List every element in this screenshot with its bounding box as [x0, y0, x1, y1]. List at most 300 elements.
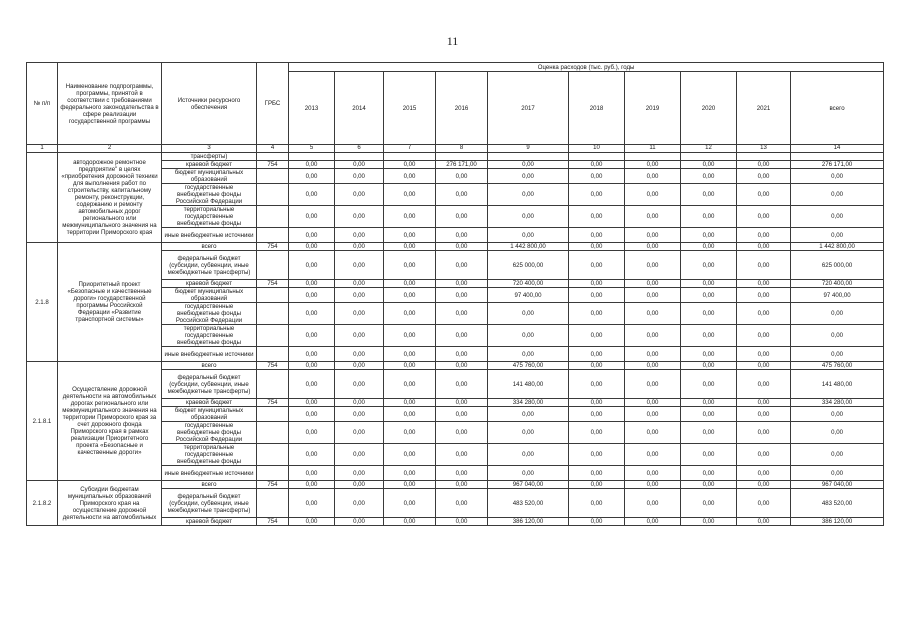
row-value: 0,00	[488, 422, 569, 444]
row-value	[289, 153, 335, 161]
row-source: краевой бюджет	[162, 399, 257, 407]
row-value: 0,00	[625, 184, 681, 206]
row-total: 0,00	[791, 347, 884, 362]
row-grbs: 754	[257, 518, 289, 526]
row-value: 0,00	[384, 347, 436, 362]
row-value: 0,00	[436, 481, 488, 489]
row-value: 0,00	[384, 362, 436, 370]
row-value: 0,00	[681, 399, 737, 407]
row-value: 0,00	[569, 325, 625, 347]
row-value: 0,00	[737, 407, 791, 422]
row-grbs	[257, 422, 289, 444]
row-value: 0,00	[625, 169, 681, 184]
row-value: 0,00	[737, 362, 791, 370]
row-value: 0,00	[569, 407, 625, 422]
table-row	[27, 362, 884, 370]
row-value: 0,00	[737, 325, 791, 347]
row-value: 0,00	[569, 466, 625, 481]
row-value: 0,00	[569, 481, 625, 489]
row-value: 0,00	[625, 422, 681, 444]
row-grbs	[257, 184, 289, 206]
row-total: 97 400,00	[791, 288, 884, 303]
header-name: Наименование подпрограммы, программы, принятой в соответствии с требованиями федерального законодательства в сфере реализации государственной программы	[58, 63, 162, 145]
row-grbs	[257, 407, 289, 422]
row-source: краевой бюджет	[162, 280, 257, 288]
row-value: 0,00	[625, 370, 681, 399]
row-total: 0,00	[791, 325, 884, 347]
header-col-number: 14	[791, 145, 884, 153]
row-value: 0,00	[384, 184, 436, 206]
header-index: № п/п	[27, 63, 58, 145]
row-value: 0,00	[569, 347, 625, 362]
row-grbs	[257, 489, 289, 518]
row-total	[791, 153, 884, 161]
row-grbs	[257, 370, 289, 399]
row-value: 0,00	[289, 206, 335, 228]
row-value: 0,00	[681, 288, 737, 303]
row-value	[436, 153, 488, 161]
row-value: 0,00	[436, 399, 488, 407]
row-value: 0,00	[436, 422, 488, 444]
row-value: 0,00	[289, 407, 335, 422]
row-value: 0,00	[335, 481, 384, 489]
row-value: 0,00	[436, 489, 488, 518]
row-value: 0,00	[681, 325, 737, 347]
row-value: 0,00	[436, 228, 488, 243]
row-value: 0,00	[737, 206, 791, 228]
row-code	[27, 153, 58, 243]
row-value: 0,00	[436, 444, 488, 466]
row-value	[625, 153, 681, 161]
row-value: 0,00	[384, 489, 436, 518]
row-source: федеральный бюджет (субсидии, субвенции, иные межбюджетные трансферты)	[162, 251, 257, 280]
row-value: 0,00	[289, 228, 335, 243]
row-value: 0,00	[681, 466, 737, 481]
row-value: 0,00	[384, 288, 436, 303]
header-year: 2015	[384, 72, 436, 145]
row-value: 0,00	[335, 518, 384, 526]
row-source: трансферты)	[162, 153, 257, 161]
row-value: 0,00	[488, 347, 569, 362]
row-value: 0,00	[488, 206, 569, 228]
row-grbs	[257, 444, 289, 466]
row-value: 0,00	[737, 422, 791, 444]
row-value: 0,00	[335, 169, 384, 184]
row-source: государственные внебюджетные фонды Российской Федерации	[162, 184, 257, 206]
row-value: 0,00	[681, 347, 737, 362]
row-value: 0,00	[569, 280, 625, 288]
row-total: 0,00	[791, 422, 884, 444]
row-value: 0,00	[569, 422, 625, 444]
row-source: иные внебюджетные источники	[162, 347, 257, 362]
row-value	[737, 153, 791, 161]
row-value: 0,00	[436, 325, 488, 347]
row-grbs: 754	[257, 243, 289, 251]
row-value: 0,00	[681, 169, 737, 184]
row-value: 0,00	[335, 466, 384, 481]
row-value: 0,00	[737, 481, 791, 489]
row-value: 0,00	[625, 407, 681, 422]
row-value: 0,00	[384, 481, 436, 489]
row-value: 0,00	[384, 370, 436, 399]
row-grbs: 754	[257, 280, 289, 288]
row-value: 0,00	[569, 303, 625, 325]
row-code: 2.1.8.2	[27, 481, 58, 526]
row-value	[335, 153, 384, 161]
row-value: 0,00	[436, 303, 488, 325]
header-year: 2020	[681, 72, 737, 145]
row-value: 0,00	[289, 303, 335, 325]
row-value: 0,00	[569, 489, 625, 518]
row-value	[488, 153, 569, 161]
row-value: 0,00	[436, 288, 488, 303]
row-grbs	[257, 251, 289, 280]
table-row	[27, 481, 884, 489]
row-total: 0,00	[791, 303, 884, 325]
row-value: 0,00	[488, 161, 569, 169]
row-total: 276 171,00	[791, 161, 884, 169]
row-code: 2.1.8.1	[27, 362, 58, 481]
header-col-number: 9	[488, 145, 569, 153]
header-col-number: 1	[27, 145, 58, 153]
row-value: 0,00	[436, 206, 488, 228]
row-value: 0,00	[384, 444, 436, 466]
row-value: 0,00	[436, 243, 488, 251]
row-value: 0,00	[289, 481, 335, 489]
row-source: территориальные государственные внебюджетные фонды	[162, 325, 257, 347]
row-value: 0,00	[569, 169, 625, 184]
row-value: 0,00	[384, 161, 436, 169]
row-source: территориальные государственные внебюджетные фонды	[162, 206, 257, 228]
header-col-number: 12	[681, 145, 737, 153]
row-value: 0,00	[625, 466, 681, 481]
row-value: 0,00	[289, 518, 335, 526]
row-value: 0,00	[289, 370, 335, 399]
row-value: 0,00	[681, 228, 737, 243]
row-value: 0,00	[737, 370, 791, 399]
row-value: 97 400,00	[488, 288, 569, 303]
row-value: 0,00	[289, 325, 335, 347]
row-value: 0,00	[335, 399, 384, 407]
row-source: федеральный бюджет (субсидии, субвенции, иные межбюджетные трансферты)	[162, 370, 257, 399]
header-col-number: 7	[384, 145, 436, 153]
row-grbs	[257, 288, 289, 303]
row-source: всего	[162, 481, 257, 489]
row-value: 720 400,00	[488, 280, 569, 288]
row-value: 0,00	[569, 399, 625, 407]
row-value: 0,00	[335, 288, 384, 303]
row-total: 334 280,00	[791, 399, 884, 407]
row-value: 0,00	[335, 422, 384, 444]
header-group-title: Оценка расходов (тыс. руб.), годы	[289, 63, 884, 72]
row-value: 0,00	[737, 347, 791, 362]
row-source: иные внебюджетные источники	[162, 466, 257, 481]
row-grbs: 754	[257, 362, 289, 370]
row-value: 0,00	[625, 481, 681, 489]
row-value: 0,00	[569, 251, 625, 280]
row-grbs: 754	[257, 481, 289, 489]
row-value: 0,00	[335, 489, 384, 518]
row-value: 0,00	[737, 444, 791, 466]
header-col-number: 3	[162, 145, 257, 153]
row-value: 0,00	[681, 518, 737, 526]
row-value: 0,00	[384, 466, 436, 481]
row-value: 0,00	[289, 466, 335, 481]
row-total: 967 040,00	[791, 481, 884, 489]
row-value: 0,00	[737, 518, 791, 526]
row-value: 0,00	[625, 228, 681, 243]
row-value: 141 480,00	[488, 370, 569, 399]
row-value: 0,00	[384, 169, 436, 184]
row-value: 0,00	[436, 407, 488, 422]
row-value: 0,00	[335, 444, 384, 466]
row-value: 0,00	[436, 251, 488, 280]
row-value: 0,00	[436, 518, 488, 526]
header-col-number: 2	[58, 145, 162, 153]
row-value: 0,00	[384, 228, 436, 243]
row-value: 0,00	[681, 489, 737, 518]
row-value: 0,00	[488, 169, 569, 184]
row-value: 0,00	[384, 251, 436, 280]
row-value: 0,00	[625, 280, 681, 288]
row-value: 0,00	[384, 206, 436, 228]
row-source: бюджет муниципальных образований	[162, 288, 257, 303]
header-year: 2017	[488, 72, 569, 145]
header-col-number: 5	[289, 145, 335, 153]
row-total: 0,00	[791, 206, 884, 228]
row-source: территориальные государственные внебюджетные фонды	[162, 444, 257, 466]
header-year: 2014	[335, 72, 384, 145]
row-value: 0,00	[335, 228, 384, 243]
row-value: 0,00	[737, 251, 791, 280]
row-value: 0,00	[488, 303, 569, 325]
row-value: 0,00	[289, 422, 335, 444]
row-value: 0,00	[737, 489, 791, 518]
row-value: 0,00	[289, 347, 335, 362]
row-value: 276 171,00	[436, 161, 488, 169]
row-value: 0,00	[289, 184, 335, 206]
row-value: 0,00	[625, 444, 681, 466]
row-value: 0,00	[289, 399, 335, 407]
row-value: 0,00	[488, 444, 569, 466]
row-value: 0,00	[625, 251, 681, 280]
row-value: 0,00	[625, 518, 681, 526]
row-grbs	[257, 303, 289, 325]
row-value: 0,00	[335, 362, 384, 370]
row-name: автодорожное ремонтное предприятие" в целях «приобретения дорожной техники для выполнения работ по строительству, капитальному ремонту, реконструкции, содержанию и ремонту автомобильных дорог регионального или межмуниципального значения на территории Приморского края	[58, 153, 162, 243]
row-value: 0,00	[569, 444, 625, 466]
header-source: Источники ресурсного обеспечения	[162, 63, 257, 145]
header-year: всего	[791, 72, 884, 145]
row-code: 2.1.8	[27, 243, 58, 362]
row-value: 0,00	[737, 466, 791, 481]
header-col-number: 11	[625, 145, 681, 153]
row-total: 720 400,00	[791, 280, 884, 288]
row-value: 0,00	[436, 184, 488, 206]
row-value: 0,00	[681, 362, 737, 370]
row-value: 0,00	[681, 481, 737, 489]
row-value: 0,00	[335, 347, 384, 362]
row-value: 334 280,00	[488, 399, 569, 407]
row-value: 0,00	[488, 325, 569, 347]
row-value: 0,00	[569, 362, 625, 370]
row-source: всего	[162, 362, 257, 370]
row-value: 0,00	[569, 228, 625, 243]
header-col-number: 8	[436, 145, 488, 153]
row-source: иные внебюджетные источники	[162, 228, 257, 243]
row-value: 0,00	[289, 243, 335, 251]
page-number: 11	[446, 34, 459, 48]
row-value: 0,00	[384, 303, 436, 325]
row-value: 0,00	[289, 444, 335, 466]
row-value: 0,00	[335, 325, 384, 347]
row-source: государственные внебюджетные фонды Российской Федерации	[162, 422, 257, 444]
row-total: 475 760,00	[791, 362, 884, 370]
row-value: 0,00	[737, 228, 791, 243]
row-value: 0,00	[569, 243, 625, 251]
row-total: 625 000,00	[791, 251, 884, 280]
row-value: 0,00	[569, 518, 625, 526]
row-value: 0,00	[289, 161, 335, 169]
row-value: 0,00	[569, 288, 625, 303]
row-value: 0,00	[625, 489, 681, 518]
row-value: 0,00	[737, 243, 791, 251]
row-value: 0,00	[681, 370, 737, 399]
table-row	[27, 153, 884, 161]
row-value: 0,00	[625, 303, 681, 325]
row-value	[569, 153, 625, 161]
row-total: 483 520,00	[791, 489, 884, 518]
row-source: бюджет муниципальных образований	[162, 169, 257, 184]
row-name: Приоритетный проект «Безопасные и качественные дороги» государственной программы Российской Федерации «Развитие транспортной системы»	[58, 243, 162, 362]
row-value: 0,00	[335, 184, 384, 206]
row-value: 0,00	[625, 288, 681, 303]
row-value: 0,00	[289, 362, 335, 370]
row-value: 0,00	[436, 169, 488, 184]
row-value: 0,00	[335, 407, 384, 422]
row-source: государственные внебюджетные фонды Российской Федерации	[162, 303, 257, 325]
row-value: 0,00	[436, 370, 488, 399]
row-value: 0,00	[488, 228, 569, 243]
row-value: 0,00	[737, 169, 791, 184]
row-value: 0,00	[384, 407, 436, 422]
row-value: 0,00	[681, 444, 737, 466]
row-value: 0,00	[335, 251, 384, 280]
row-value: 0,00	[384, 280, 436, 288]
row-value: 0,00	[681, 422, 737, 444]
row-total: 0,00	[791, 169, 884, 184]
row-value: 0,00	[625, 206, 681, 228]
row-total: 386 120,00	[791, 518, 884, 526]
header-col-number: 4	[257, 145, 289, 153]
row-value: 475 760,00	[488, 362, 569, 370]
row-value: 0,00	[384, 422, 436, 444]
row-grbs	[257, 228, 289, 243]
row-total: 141 480,00	[791, 370, 884, 399]
row-value: 0,00	[681, 407, 737, 422]
table-row	[27, 243, 884, 251]
row-value: 0,00	[681, 184, 737, 206]
row-value	[384, 153, 436, 161]
row-value: 0,00	[625, 161, 681, 169]
row-total: 0,00	[791, 444, 884, 466]
row-value: 0,00	[436, 362, 488, 370]
row-value: 0,00	[335, 303, 384, 325]
row-value: 386 120,00	[488, 518, 569, 526]
row-value: 0,00	[488, 184, 569, 206]
row-value: 0,00	[384, 243, 436, 251]
row-value: 0,00	[289, 251, 335, 280]
row-value: 0,00	[625, 347, 681, 362]
row-value: 0,00	[436, 280, 488, 288]
row-value: 0,00	[569, 206, 625, 228]
row-value: 0,00	[436, 466, 488, 481]
row-value: 0,00	[681, 243, 737, 251]
row-grbs	[257, 169, 289, 184]
row-value: 0,00	[488, 466, 569, 481]
row-value: 0,00	[335, 161, 384, 169]
row-value: 1 442 800,00	[488, 243, 569, 251]
header-year: 2019	[625, 72, 681, 145]
row-value: 0,00	[384, 399, 436, 407]
row-value: 0,00	[488, 407, 569, 422]
row-value: 0,00	[384, 518, 436, 526]
row-value: 0,00	[335, 280, 384, 288]
header-year: 2016	[436, 72, 488, 145]
row-value: 0,00	[289, 280, 335, 288]
row-source: бюджет муниципальных образований	[162, 407, 257, 422]
row-value: 0,00	[737, 280, 791, 288]
row-value: 967 040,00	[488, 481, 569, 489]
row-value: 0,00	[681, 161, 737, 169]
row-source: краевой бюджет	[162, 518, 257, 526]
row-grbs	[257, 206, 289, 228]
row-value: 0,00	[436, 347, 488, 362]
budget-table	[26, 62, 884, 526]
row-value: 0,00	[384, 325, 436, 347]
row-source: всего	[162, 243, 257, 251]
row-value: 0,00	[737, 161, 791, 169]
row-value: 0,00	[335, 206, 384, 228]
row-grbs: 754	[257, 161, 289, 169]
row-name: Осуществление дорожной деятельности на автомобильных дорогах регионального или межмуниципального значения на территории Приморского края за счет дорожного фонда Приморского края в рамках реализации Приоритетного проекта «Безопасные и качественные дороги»	[58, 362, 162, 481]
header-year: 2021	[737, 72, 791, 145]
row-value: 0,00	[681, 206, 737, 228]
row-value: 0,00	[625, 243, 681, 251]
row-value: 0,00	[625, 399, 681, 407]
row-value: 0,00	[625, 325, 681, 347]
row-value: 0,00	[737, 184, 791, 206]
row-value: 0,00	[569, 370, 625, 399]
row-value: 0,00	[625, 362, 681, 370]
row-value: 0,00	[569, 161, 625, 169]
row-total: 1 442 800,00	[791, 243, 884, 251]
row-total: 0,00	[791, 228, 884, 243]
row-value: 0,00	[289, 489, 335, 518]
row-value: 0,00	[681, 280, 737, 288]
row-total: 0,00	[791, 466, 884, 481]
row-value: 0,00	[737, 303, 791, 325]
row-grbs	[257, 466, 289, 481]
row-value: 0,00	[335, 370, 384, 399]
row-value: 0,00	[681, 251, 737, 280]
row-value	[681, 153, 737, 161]
row-value: 625 000,00	[488, 251, 569, 280]
row-value: 0,00	[569, 184, 625, 206]
header-year: 2018	[569, 72, 625, 145]
row-value: 0,00	[289, 288, 335, 303]
row-value: 0,00	[737, 399, 791, 407]
